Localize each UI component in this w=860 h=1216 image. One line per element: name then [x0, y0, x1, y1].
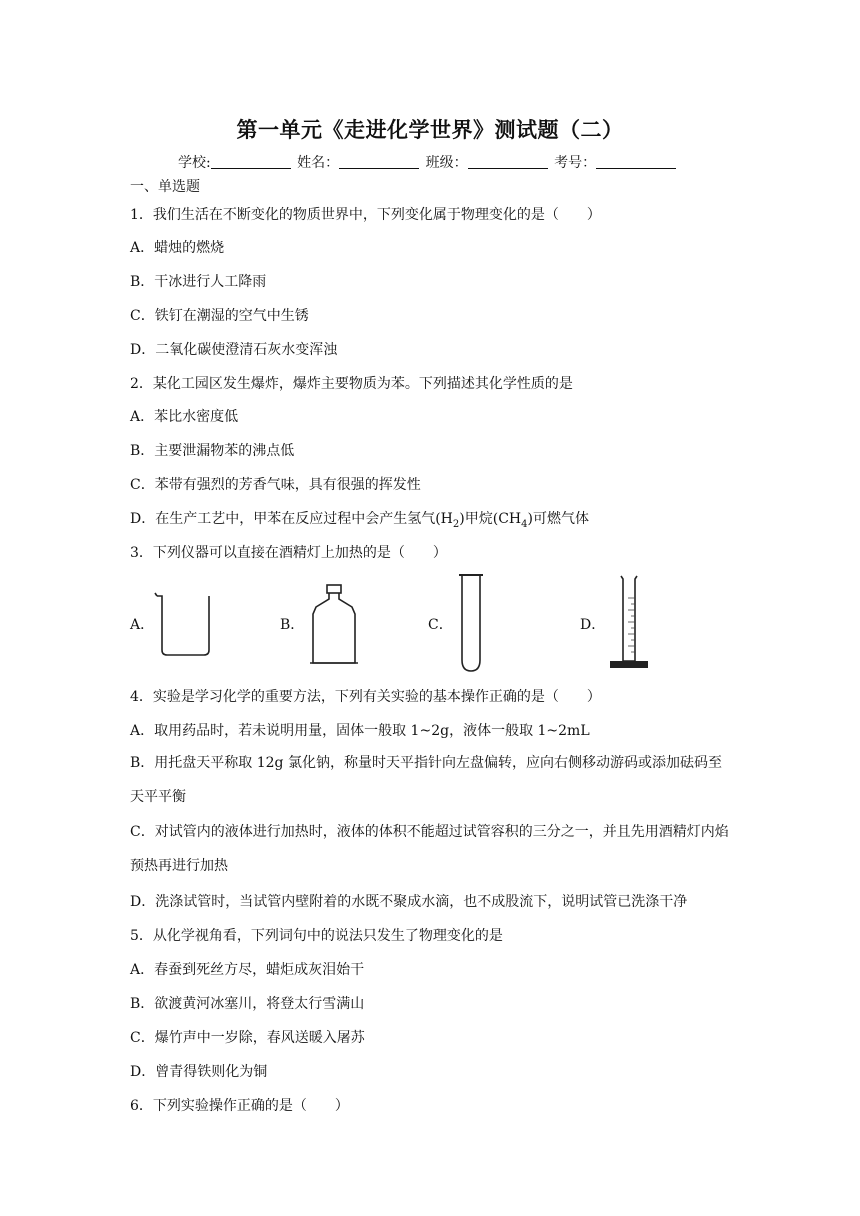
question-3-option-d[interactable]: D． — [580, 570, 670, 675]
question-1-option-d[interactable]: D．二氧化碳使澄清石灰水变浑浊 — [130, 342, 338, 358]
name-blank[interactable] — [339, 154, 419, 169]
student-info-line — [178, 152, 678, 172]
question-5-option-d[interactable]: D．曾青得铁则化为铜 — [130, 1064, 268, 1080]
question-3-option-c[interactable]: C． — [428, 570, 518, 675]
reagent-bottle-icon — [310, 584, 358, 666]
class-label: 班级： — [425, 155, 468, 171]
question-1-stem: 1．我们生活在不断变化的物质世界中，下列变化属于物理变化的是（ ） — [130, 207, 601, 223]
question-3-stem: 3．下列仪器可以直接在酒精灯上加热的是（ ） — [130, 545, 447, 561]
question-5-option-c[interactable]: C．爆竹声中一岁除，春风送暖入屠苏 — [130, 1030, 365, 1046]
question-6-stem: 6．下列实验操作正确的是（ ） — [130, 1098, 349, 1114]
graduated-cylinder-icon — [608, 574, 650, 672]
question-2-option-b[interactable]: B．主要泄漏物苯的沸点低 — [130, 443, 295, 459]
name-label: 姓名： — [297, 155, 340, 171]
question-4-option-c[interactable]: C．对试管内的液体进行加热时，液体的体积不能超过试管容积的三分之一，并且先用酒精灯内焰预热再进行加热 — [130, 824, 729, 874]
school-blank[interactable] — [211, 154, 291, 169]
question-3-option-a[interactable]: A． — [130, 570, 220, 675]
question-2-stem: 2．某化工园区发生爆炸，爆炸主要物质为苯。下列描述其化学性质的是 — [130, 376, 573, 392]
question-4-option-a[interactable]: A．取用药品时，若未说明用量，固体一般取 1~2g，液体一般取 1~2mL — [130, 723, 590, 739]
test-tube-icon — [458, 572, 484, 674]
class-blank[interactable] — [468, 154, 548, 169]
question-4-option-b[interactable]: B．用托盘天平称取 12g 氯化钠，称量时天平指针向左盘偏转，应向右侧移动游码或添加砝码至天平平衡 — [130, 755, 722, 805]
question-5-option-a[interactable]: A．春蚕到死丝方尽，蜡炬成灰泪始干 — [130, 962, 365, 978]
question-5-stem: 5．从化学视角看，下列词句中的说法只发生了物理变化的是 — [130, 928, 503, 944]
question-4-stem: 4．实验是学习化学的重要方法，下列有关实验的基本操作正确的是（ ） — [130, 689, 601, 705]
question-4-option-d[interactable]: D．洗涤试管时，当试管内壁附着的水既不聚成水滴，也不成股流下，说明试管已洗涤干净 — [130, 894, 688, 910]
question-1-option-a[interactable]: A．蜡烛的燃烧 — [130, 240, 225, 256]
question-2-option-c[interactable]: C．苯带有强烈的芳香气味，具有很强的挥发性 — [130, 477, 421, 493]
exam-no-blank[interactable] — [596, 154, 676, 169]
question-1-option-b[interactable]: B．干冰进行人工降雨 — [130, 274, 267, 290]
question-1-option-c[interactable]: C．铁钉在潮湿的空气中生锈 — [130, 308, 309, 324]
question-3-option-b[interactable]: B． — [280, 570, 370, 675]
exam-no-label: 考号： — [554, 155, 597, 171]
question-5-option-b[interactable]: B．欲渡黄河冰塞川，将登太行雪满山 — [130, 996, 365, 1012]
question-2-option-a[interactable]: A．苯比水密度低 — [130, 409, 239, 425]
school-label: 学校: — [178, 155, 211, 171]
page-title: 第一单元《走进化学世界》测试题（二） — [236, 118, 624, 142]
section-heading: 一、单选题 — [130, 179, 200, 195]
question-2-option-d[interactable]: D．在生产工艺中，甲苯在反应过程中会产生氢气$(H_2)$甲烷$(CH_4)$可燃气体 — [130, 511, 589, 530]
beaker-icon — [154, 592, 214, 658]
question-3-image-options — [130, 570, 730, 675]
